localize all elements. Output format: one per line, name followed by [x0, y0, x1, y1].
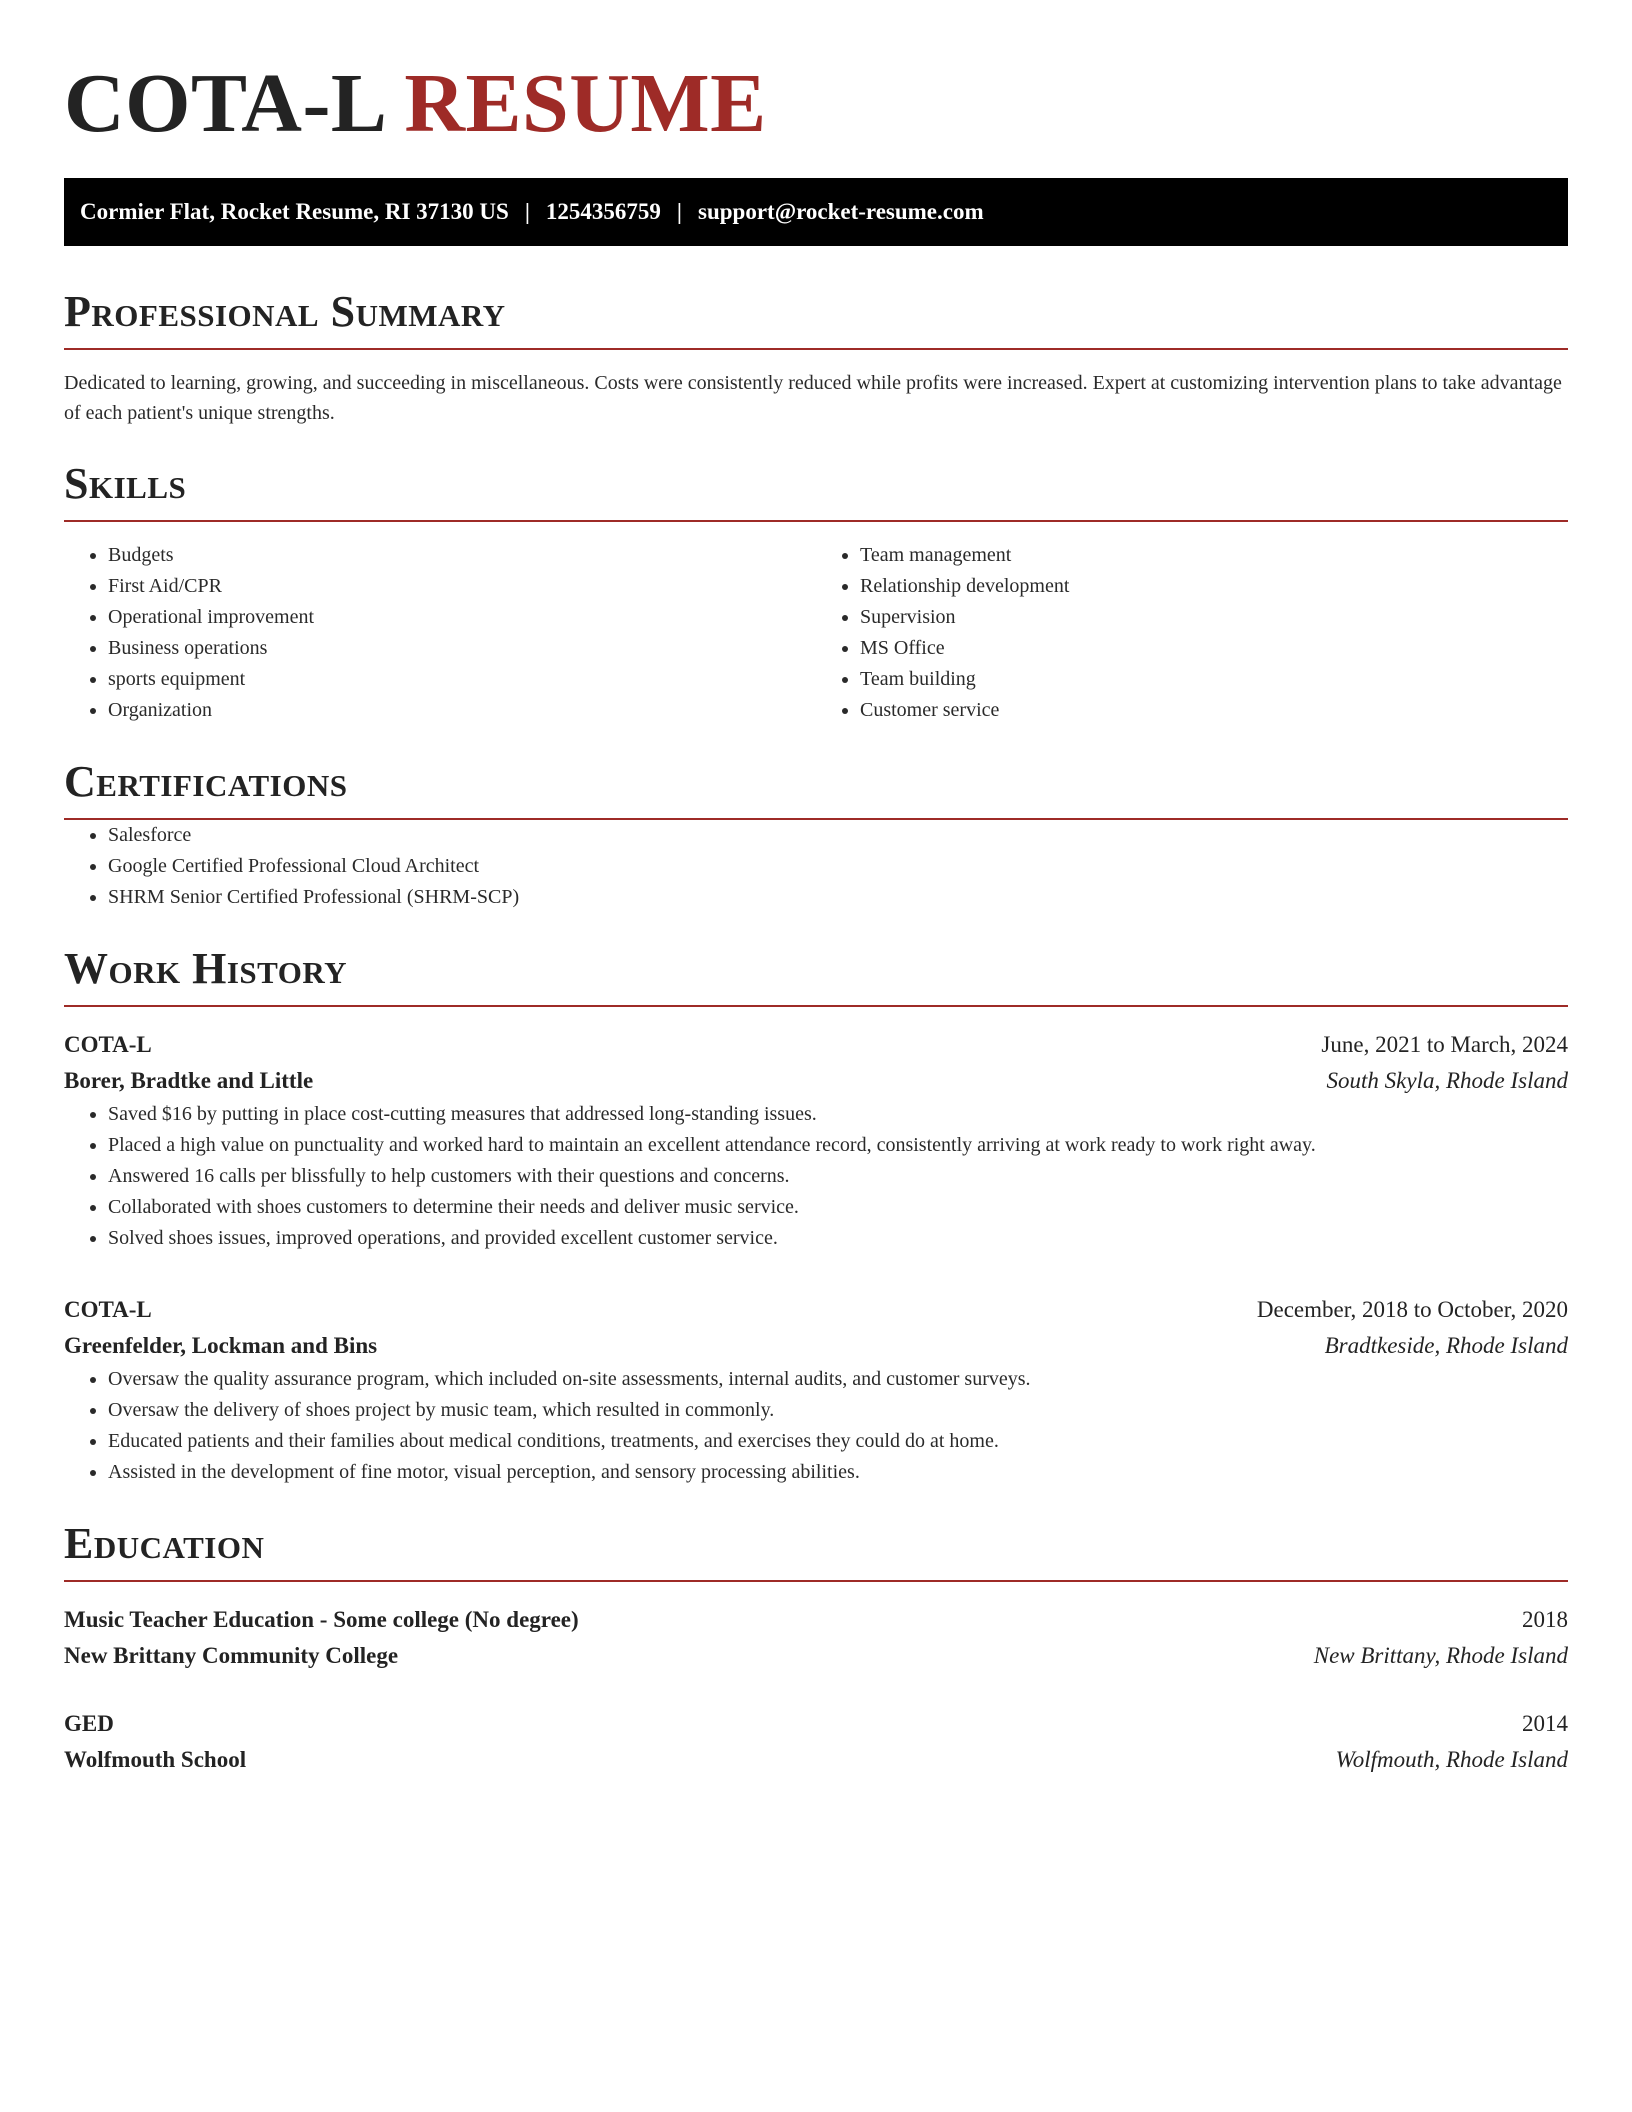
job-bullets: [64, 1364, 1568, 1488]
education-location: Wolfmouth, Rhode Island: [1335, 1747, 1568, 1772]
job-bullet: • Answered 16 calls per blissfully to help customers with their questions and concerns.: [108, 1161, 1568, 1192]
skill-item: • sports equipment: [108, 664, 816, 695]
professional-summary-section: [64, 286, 1568, 428]
contact-separator: |: [676, 199, 682, 224]
section-divider: [64, 1005, 1568, 1007]
education-entry: [64, 1602, 1568, 1674]
education-school-row: [64, 1638, 1568, 1674]
skill-item: • Budgets: [108, 540, 816, 571]
skills-list-right: [816, 540, 1568, 726]
skill-item: • Organization: [108, 695, 816, 726]
job-location: South Skyla, Rhode Island: [1326, 1068, 1568, 1093]
certification-item: • Google Certified Professional Cloud Architect: [108, 851, 1568, 882]
skill-item: • First Aid/CPR: [108, 571, 816, 602]
job-dates: December, 2018 to October, 2020: [1256, 1297, 1568, 1322]
education-section: [64, 1518, 1568, 1778]
section-divider: [64, 348, 1568, 350]
job-location: Bradtkeside, Rhode Island: [1324, 1333, 1568, 1358]
work-history-section: [64, 943, 1568, 1488]
skill-item: • Customer service: [860, 695, 1568, 726]
education-school-row: [64, 1742, 1568, 1778]
job-header-row: [64, 1027, 1568, 1063]
summary-text: Dedicated to learning, growing, and succeeding in miscellaneous. Costs were consistently reduced while profits were increased. Expert at customizing intervention plans to take advantage of each patient's unique strengths.: [64, 372, 1562, 424]
contact-email: support@rocket-resume.com: [698, 199, 984, 224]
education-year: 2014: [1522, 1711, 1568, 1736]
section-heading-summary: Professional Summary: [64, 287, 506, 336]
section-heading-skills: Skills: [64, 459, 187, 508]
job-dates: June, 2021 to March, 2024: [1321, 1032, 1568, 1057]
certification-item: • SHRM Senior Certified Professional (SHRM-SCP): [108, 882, 1568, 913]
skills-list-left: [64, 540, 816, 726]
contact-address: Cormier Flat, Rocket Resume, RI 37130 US: [80, 199, 509, 224]
title-resume-word: RESUME: [404, 57, 767, 150]
skill-item: • MS Office: [860, 633, 1568, 664]
job-bullet: • Solved shoes issues, improved operations, and provided excellent customer service.: [108, 1223, 1568, 1254]
contact-phone: 1254356759: [545, 199, 661, 224]
section-heading-education: Education: [64, 1519, 265, 1568]
skill-item: • Business operations: [108, 633, 816, 664]
job-bullet: • Educated patients and their families about medical conditions, treatments, and exercises they could do at home.: [108, 1426, 1568, 1457]
contact-bar: [64, 178, 1568, 246]
education-entry: [64, 1706, 1568, 1778]
job-bullet: • Placed a high value on punctuality and worked hard to maintain an excellent attendance record, consistently arriving at work ready to work right away.: [108, 1130, 1568, 1161]
job-title: COTA-L: [64, 1297, 152, 1322]
job-header-row: [64, 1292, 1568, 1328]
skills-columns: [64, 540, 1568, 726]
education-degree: GED: [64, 1711, 114, 1736]
education-school: New Brittany Community College: [64, 1643, 399, 1668]
title-name: COTA-L: [64, 57, 383, 150]
skill-item: • Team building: [860, 664, 1568, 695]
job-company-row: [64, 1328, 1568, 1364]
skill-item: • Relationship development: [860, 571, 1568, 602]
certifications-section: [64, 756, 1568, 913]
job-company-row: [64, 1063, 1568, 1099]
education-degree-row: [64, 1602, 1568, 1638]
job-bullet: • Saved $16 by putting in place cost-cutting measures that addressed long-standing issues.: [108, 1099, 1568, 1130]
education-location: New Brittany, Rhode Island: [1313, 1643, 1568, 1668]
job-entry: [64, 1292, 1568, 1488]
job-bullets: [64, 1099, 1568, 1254]
job-bullet: • Oversaw the delivery of shoes project by music team, which resulted in commonly.: [108, 1395, 1568, 1426]
education-school: Wolfmouth School: [64, 1747, 247, 1772]
job-title: COTA-L: [64, 1032, 152, 1057]
skill-item: • Supervision: [860, 602, 1568, 633]
education-degree: Music Teacher Education - Some college (No degree): [64, 1607, 579, 1632]
job-bullet: • Collaborated with shoes customers to determine their needs and deliver music service.: [108, 1192, 1568, 1223]
job-company: Greenfelder, Lockman and Bins: [64, 1333, 378, 1358]
contact-separator: |: [524, 199, 530, 224]
section-divider: [64, 520, 1568, 522]
education-degree-row: [64, 1706, 1568, 1742]
job-bullet: • Assisted in the development of fine motor, visual perception, and sensory processing abilities.: [108, 1457, 1568, 1488]
section-heading-work-history: Work History: [64, 944, 348, 993]
job-company: Borer, Bradtke and Little: [64, 1068, 314, 1093]
skills-section: [64, 458, 1568, 726]
section-divider: [64, 1580, 1568, 1582]
education-year: 2018: [1522, 1607, 1568, 1632]
certifications-list: [64, 820, 1568, 913]
job-entry: [64, 1027, 1568, 1254]
section-heading-certifications: Certifications: [64, 757, 348, 806]
skill-item: • Operational improvement: [108, 602, 816, 633]
resume-title: [64, 58, 1568, 150]
job-bullet: • Oversaw the quality assurance program, which included on-site assessments, internal audits, and customer surveys.: [108, 1364, 1568, 1395]
skill-item: • Team management: [860, 540, 1568, 571]
certification-item: • Salesforce: [108, 820, 1568, 851]
